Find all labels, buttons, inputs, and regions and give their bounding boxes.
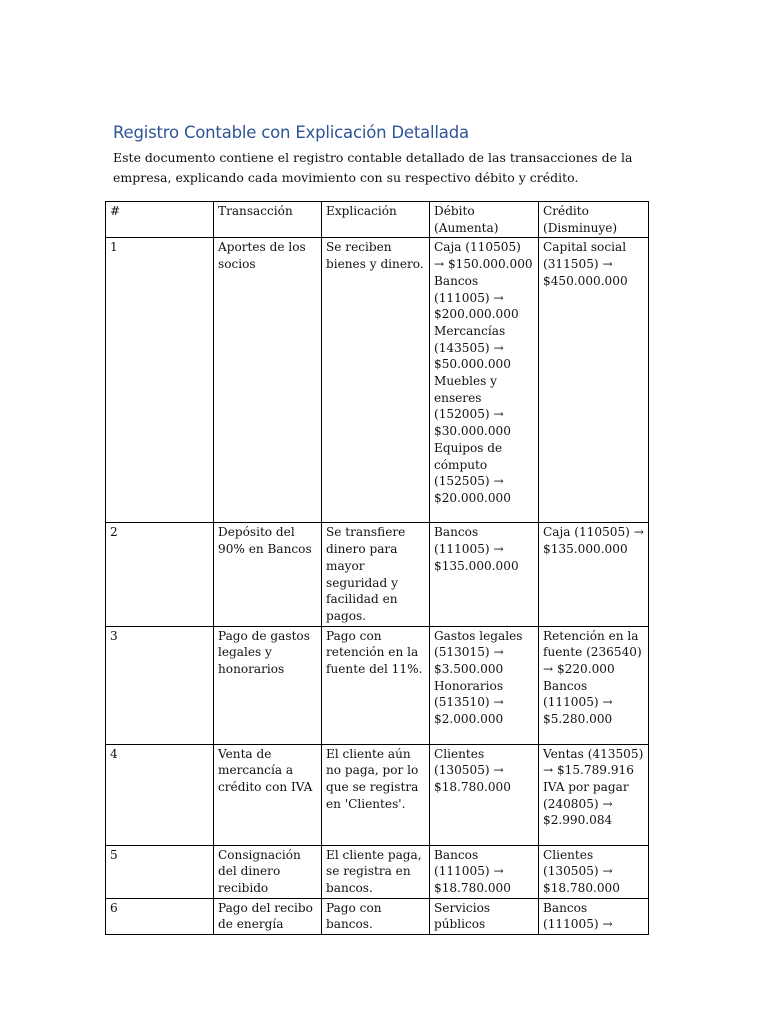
row-credit <box>539 898 649 934</box>
debit-entry: Clientes (130505) → $18.780.000 <box>434 746 511 795</box>
credit-entry: Capital social (311505) → $450.000.000 <box>543 240 628 288</box>
debit-entry: Bancos (111005) → $135.000.000 <box>434 525 519 573</box>
row-number: 5 <box>106 845 214 898</box>
credit-entry: Caja (110505) → $135.000.000 <box>543 525 644 557</box>
row-debit <box>430 898 539 934</box>
table-row <box>106 523 649 626</box>
row-number: 6 <box>106 898 214 934</box>
table-row <box>106 845 649 898</box>
table-row <box>106 898 649 934</box>
row-explanation: Se reciben bienes y dinero. <box>322 238 430 523</box>
row-debit <box>430 845 539 898</box>
debit-entry: Mercancías (143505) → $50.000.000 <box>434 323 511 372</box>
row-number: 3 <box>106 626 214 744</box>
row-transaction: Consignación del dinero recibido <box>214 845 322 898</box>
debit-entry: Muebles y enseres (152005) → $30.000.000 <box>434 374 511 439</box>
row-credit <box>539 523 649 626</box>
debit-entry: Bancos (111005) → $18.780.000 <box>434 847 511 896</box>
debit-entry: Honorarios (513510) → $2.000.000 <box>434 678 504 727</box>
row-debit <box>430 626 539 744</box>
table-row <box>106 626 649 744</box>
table-row <box>106 744 649 845</box>
row-debit <box>430 238 539 523</box>
row-explanation: Se transfiere dinero para mayor seguridad y facilidad en pagos. <box>322 523 430 626</box>
row-transaction: Aportes de los socios <box>214 238 322 523</box>
row-explanation: Pago con retención en la fuente del 11%. <box>322 626 430 744</box>
debit-entry: Bancos (111005) → $200.000.000 <box>434 273 519 322</box>
row-debit <box>430 523 539 626</box>
ledger-table <box>105 201 649 935</box>
credit-entry: Ventas (413505) → $15.789.916 <box>543 746 644 778</box>
row-transaction: Depósito del 90% en Bancos <box>214 523 322 626</box>
document-title: Registro Contable con Explicación Detallada <box>113 123 469 142</box>
row-number: 1 <box>106 238 214 523</box>
row-number: 4 <box>106 744 214 845</box>
row-explanation: El cliente aún no paga, por lo que se registra en 'Clientes'. <box>322 744 430 845</box>
debit-entry: Servicios públicos <box>434 900 491 932</box>
table-row <box>106 238 649 523</box>
debit-entry: Equipos de cómputo (152505) → $20.000.000 <box>434 440 511 505</box>
table-header-row <box>106 202 649 238</box>
header-number: # <box>106 202 214 238</box>
row-explanation: El cliente paga, se registra en bancos. <box>322 845 430 898</box>
debit-entry: Caja (110505) → $150.000.000 <box>434 240 533 272</box>
row-credit <box>539 845 649 898</box>
row-transaction: Pago del recibo de energía <box>214 898 322 934</box>
row-explanation: Pago con bancos. <box>322 898 430 934</box>
row-transaction: Pago de gastos legales y honorarios <box>214 626 322 744</box>
intro-paragraph: Este documento contiene el registro contable detallado de las transacciones de la empresa, explicando cada movimiento con su respectivo débito y crédito. <box>113 150 633 185</box>
credit-entry: IVA por pagar (240805) → $2.990.084 <box>543 780 629 828</box>
row-credit <box>539 744 649 845</box>
credit-entry: Retención en la fuente (236540) → $220.000 <box>543 628 642 677</box>
header-explanation: Explicación <box>322 202 430 238</box>
credit-entry: Clientes (130505) → $18.780.000 <box>543 847 620 896</box>
header-credit: Crédito (Disminuye) <box>539 202 649 238</box>
row-credit <box>539 238 649 523</box>
header-debit: Débito (Aumenta) <box>430 202 539 238</box>
row-debit <box>430 744 539 845</box>
row-transaction: Venta de mercancía a crédito con IVA <box>214 744 322 845</box>
debit-entry: Gastos legales (513015) → $3.500.000 <box>434 628 523 677</box>
row-credit <box>539 626 649 744</box>
credit-entry: Bancos (111005) → $5.280.000 <box>543 678 613 727</box>
credit-entry: Bancos (111005) → <box>543 900 613 932</box>
header-transaction: Transacción <box>214 202 322 238</box>
row-number: 2 <box>106 523 214 626</box>
